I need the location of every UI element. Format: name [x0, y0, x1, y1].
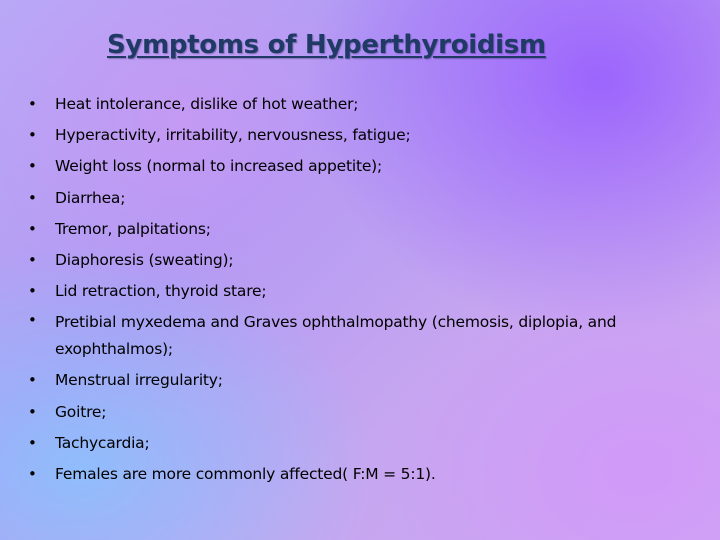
symptom-text: Pretibial myxedema and Graves ophthalmopathy (chemosis, diplopia, and exophthalmos); — [55, 313, 617, 359]
list-item — [28, 459, 700, 490]
bullet-icon: • — [28, 311, 37, 330]
list-item — [28, 89, 700, 120]
bullet-icon: • — [28, 402, 37, 421]
bullet-icon: • — [28, 251, 37, 270]
symptom-text: Menstrual irregularity; — [55, 371, 223, 390]
bullet-icon: • — [28, 95, 37, 113]
list-item — [28, 183, 700, 214]
bullet-icon: • — [28, 465, 37, 484]
bullet-icon: • — [28, 433, 37, 452]
symptom-text: Diarrhea; — [55, 188, 126, 207]
bullet-icon: • — [28, 282, 37, 301]
slide-title: Symptoms of Hyperthyroidism — [107, 30, 546, 60]
list-item — [28, 214, 700, 245]
list-item — [28, 120, 700, 151]
bullet-icon: • — [28, 126, 37, 145]
list-item — [28, 276, 700, 307]
symptom-text: Hyperactivity, irritability, nervousness, fatigue; — [55, 126, 411, 145]
list-item — [28, 397, 700, 428]
symptom-text: Tremor, palpitations; — [55, 219, 211, 238]
bullet-icon: • — [28, 371, 37, 390]
bullet-icon: • — [28, 157, 37, 176]
symptom-text: Females are more commonly affected( F:M = 5:1). — [55, 465, 436, 484]
symptom-text: Diaphoresis (sweating); — [55, 251, 234, 270]
symptom-text: Lid retraction, thyroid stare; — [55, 282, 267, 301]
list-item — [28, 365, 700, 396]
symptom-text: Tachycardia; — [55, 433, 150, 452]
symptom-text: Weight loss (normal to increased appetite); — [55, 157, 383, 176]
list-item — [28, 307, 700, 365]
bullet-icon: • — [28, 219, 37, 238]
list-item — [28, 151, 700, 182]
list-item — [28, 428, 700, 459]
list-item — [28, 245, 700, 276]
symptom-list — [28, 89, 700, 490]
symptom-text: Goitre; — [55, 402, 107, 421]
bullet-icon: • — [28, 188, 37, 207]
symptom-text: Heat intolerance, dislike of hot weather; — [55, 95, 359, 113]
